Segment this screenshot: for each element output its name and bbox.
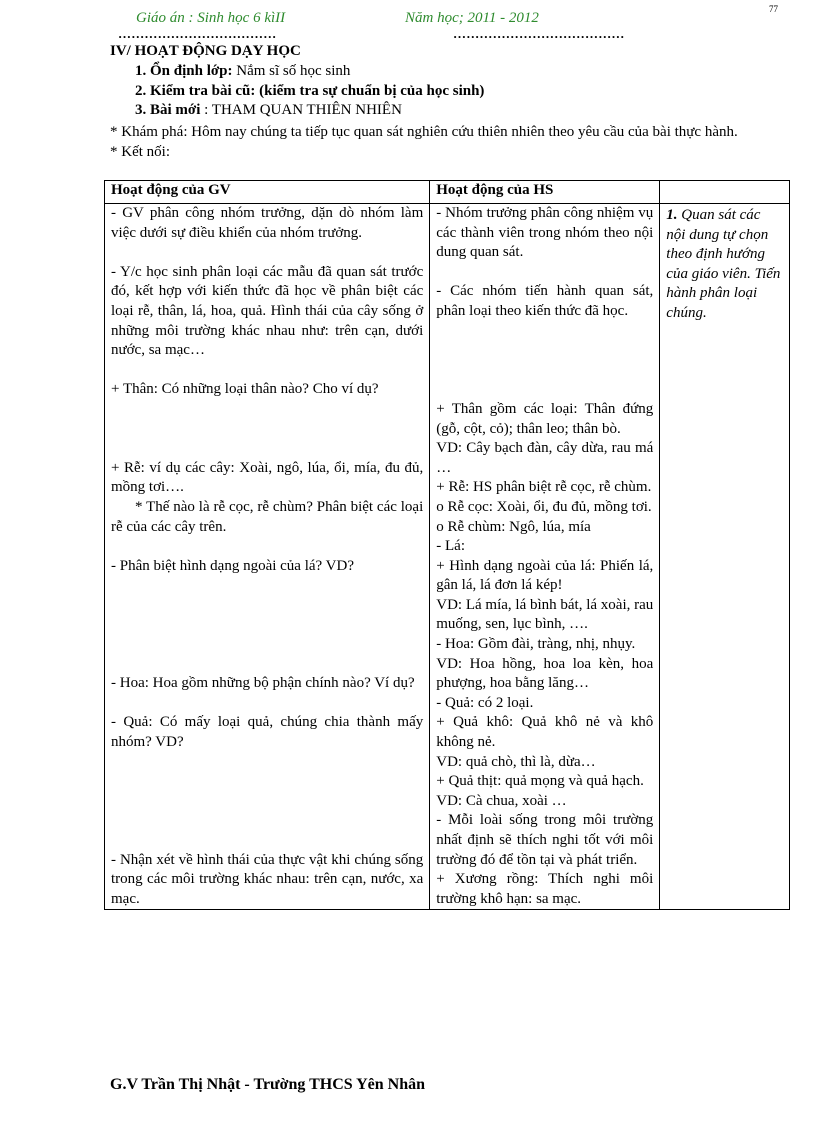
header-note [660, 181, 790, 204]
hs-item: - Nhóm trưởng phân công nhiệm vụ các thành viên trong nhóm theo nội dung quan sát. [436, 205, 654, 261]
header-subject: Giáo án : Sinh học 6 kìII [136, 10, 286, 26]
hs-item: + Quả khô: Quả khô nẻ và khô không nẻ. [436, 714, 654, 751]
hs-item: - Lá: [436, 538, 465, 555]
item-label: 3. Bài mới [135, 102, 201, 118]
header-year: Năm học; 2011 - 2012 [405, 10, 539, 26]
note-column [660, 204, 790, 910]
gv-item: + Rễ: ví dụ các cây: Xoài, ngô, lúa, ổi, mía, đu đủ, mồng tơi…. [111, 459, 424, 496]
table-row [105, 204, 790, 910]
item-text: Nắm sĩ số học sinh [232, 63, 351, 79]
hs-item: - Mỗi loài sống trong môi trường nhất định sẽ thích nghi tốt với môi trường đó để tồn tại và phát triển. [436, 812, 654, 868]
gv-item: * Thế nào là rễ cọc, rễ chùm? Phân biệt các loại rễ của các cây trên. [111, 498, 424, 535]
header-gv: Hoạt động của GV [105, 181, 430, 204]
item-check-old [135, 83, 484, 100]
hs-item: + Xương rồng: Thích nghi môi trường khô hạn: sa mạc. [436, 871, 654, 907]
item-text: : THAM QUAN THIÊN NHIÊN [200, 102, 402, 118]
hs-item: o Rễ chùm: Ngô, lúa, mía [436, 518, 591, 535]
item-label: 2. Kiểm tra bài cũ: (kiểm tra sự chuẩn bị của học sinh) [135, 83, 485, 99]
gv-item: - Hoa: Hoa gồm những bộ phận chính nào? Ví dụ? [111, 675, 415, 692]
table-header-row [105, 181, 790, 204]
hs-item: + Hình dạng ngoài của lá: Phiến lá, gân lá, lá đơn lá kép! [436, 557, 654, 594]
connect-text: * Kết nối: [110, 144, 170, 160]
header-dots-left: ……………………………… [118, 26, 277, 41]
gv-item: - Quả: Có mấy loại quả, chúng chia thành mấy nhóm? VD? [111, 714, 424, 751]
hs-item: + Thân gồm các loại: Thân đứng (gỗ, cột, cỏ); thân leo; thân bò. [436, 400, 654, 437]
note-text: Quan sát các nội dung tự chọn theo định hướng của giáo viên. Tiến hành phân loại chúng. [666, 207, 781, 321]
hs-item: - Quả: có 2 loại. [436, 694, 534, 711]
item-label: 1. Ổn định lớp: [135, 63, 233, 79]
gv-item: - Y/c học sinh phân loại các mẫu đã quan sát trước đó, kết hợp với kiến thức đã học về phân biệt các loại rễ, thân, lá, hoa, quả. Hình thái của cây sống ở những môi trường khác nhau như: trên cạn, dưới nước, sa mạc… [111, 263, 424, 359]
note-number: 1. [666, 207, 678, 223]
gv-item: + Thân: Có những loại thân nào? Cho ví dụ? [111, 381, 379, 398]
footer-teacher: G.V Trần Thị Nhật - Trường THCS Yên Nhân [110, 1076, 425, 1093]
item-class-order [135, 63, 350, 80]
gv-column [105, 204, 430, 910]
activity-table [104, 180, 790, 910]
intro-block [110, 122, 782, 162]
hs-item: VD: Cây bạch đàn, cây dừa, rau má … [436, 440, 654, 476]
hs-item: + Quả thịt: quả mọng và quả hạch. [436, 773, 644, 790]
hs-item: - Các nhóm tiến hành quan sát, phân loại theo kiến thức đã học. [436, 283, 654, 319]
hs-item: + Rễ: HS phân biệt rễ cọc, rễ chùm. [436, 479, 652, 496]
gv-item: - Phân biệt hình dạng ngoài của lá? VD? [111, 557, 354, 574]
hs-item: - Hoa: Gồm đài, tràng, nhị, nhụy. [436, 636, 636, 653]
hs-item: VD: quả chò, thì là, dừa… [436, 753, 596, 770]
hs-item: VD: Hoa hồng, hoa loa kèn, hoa phượng, hoa bằng lăng… [436, 655, 654, 692]
gv-item: - Nhận xét về hình thái của thực vật khi chúng sống trong các môi trường khác nhau: trên cạn, nước, xa mạc. [111, 851, 424, 907]
page-number: 77 [769, 4, 778, 14]
section-title: IV/ HOẠT ĐỘNG DẠY HỌC [110, 43, 301, 59]
explore-text: * Khám phá: Hôm nay chúng ta tiếp tục quan sát nghiên cứu thiên nhiên theo yêu cầu của bài thực hành. [110, 124, 738, 140]
gv-item: - GV phân công nhóm trưởng, dặn dò nhóm làm việc dưới sự điều khiển của nhóm trưởng. [111, 205, 424, 241]
hs-item: VD: Lá mía, lá bình bát, lá xoài, rau muống, sen, lục bình, …. [436, 596, 654, 633]
hs-item: o Rễ cọc: Xoài, ổi, đu đủ, mồng tơi. [436, 498, 652, 515]
header-hs: Hoạt động của HS [430, 181, 660, 204]
header-dots-right: ………………………………… [453, 26, 625, 41]
item-new-lesson [135, 102, 402, 119]
hs-item: VD: Cà chua, xoài … [436, 792, 567, 809]
hs-column [430, 204, 660, 910]
